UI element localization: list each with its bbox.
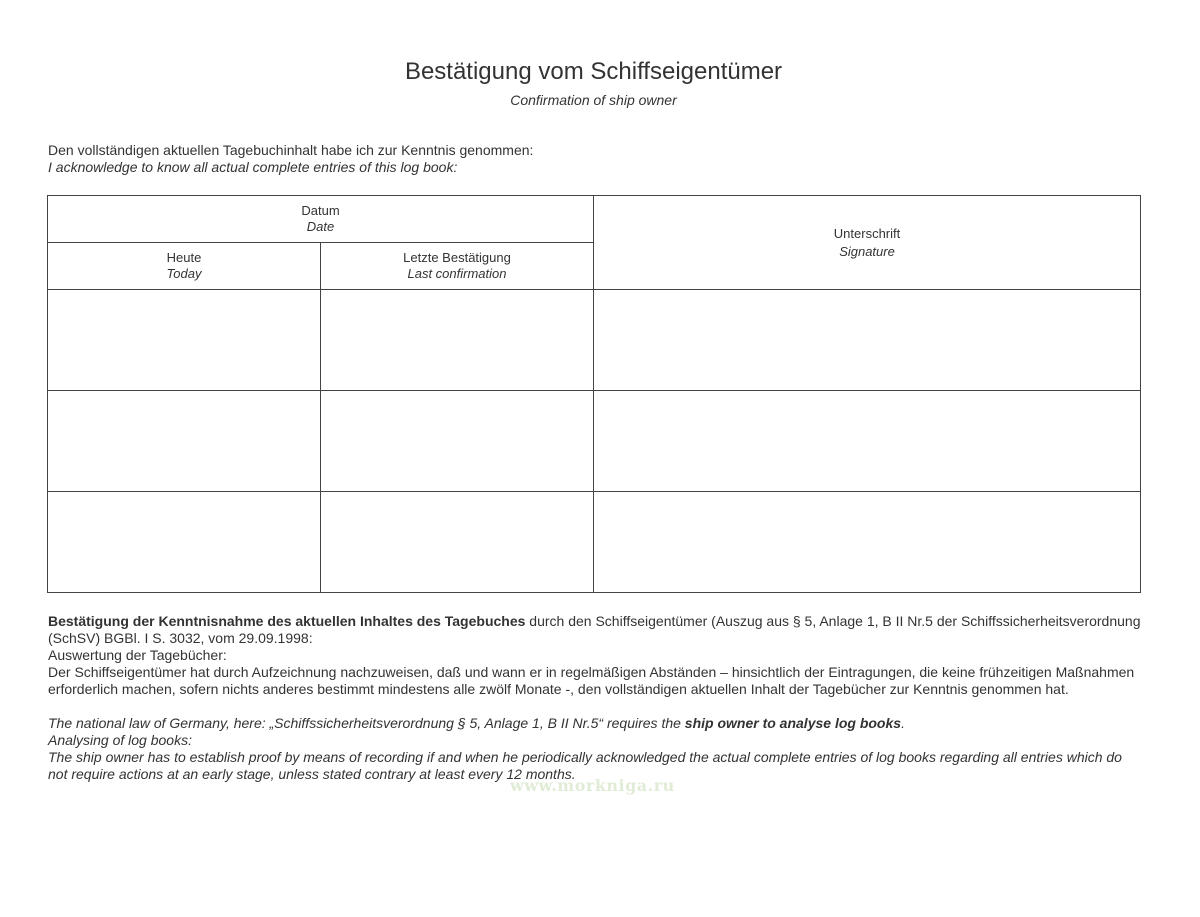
today-cell[interactable]: [48, 290, 321, 391]
german-note-bold: Bestätigung der Kenntnisnahme des aktuellen Inhaltes des Tagebuches: [48, 613, 526, 629]
last-confirmation-cell[interactable]: [321, 492, 594, 593]
last-confirmation-cell[interactable]: [321, 391, 594, 492]
intro-text: [48, 142, 533, 176]
page-subtitle: Confirmation of ship owner: [510, 92, 677, 108]
confirmation-table: [47, 195, 1141, 593]
date-header: [48, 196, 594, 243]
english-note-heading: Analysing of log books:: [48, 732, 192, 748]
today-label-en: Today: [166, 266, 202, 281]
watermark: www.morkniga.ru: [510, 776, 675, 795]
intro-english: I acknowledge to know all actual complete entries of this log book:: [48, 159, 458, 175]
german-note-heading: Auswertung der Tagebücher:: [48, 647, 227, 663]
english-note-post: .: [901, 715, 905, 731]
today-label-de: Heute: [166, 250, 202, 265]
english-note-intro: [48, 715, 1143, 732]
intro-german: Den vollständigen aktuellen Tagebuchinhalt habe ich zur Kenntnis genommen:: [48, 142, 534, 158]
table-header-row: [48, 196, 1141, 243]
table-row: [48, 391, 1141, 492]
table-row: [48, 290, 1141, 391]
english-note-pre: The national law of Germany, here: „Schiffssicherheitsverordnung § 5, Anlage 1, B II Nr.5“ requires the: [48, 715, 685, 731]
today-cell[interactable]: [48, 492, 321, 593]
legal-notes: [48, 613, 1143, 783]
last-confirmation-header: [321, 243, 594, 290]
german-note-rest: durch den Schiffseigentümer (Auszug aus § 5, Anlage 1, B II Nr.5 der Schiffssicherheitsverordnung (SchSV) BGBl. I S. 3032, vom 29.09.1998:: [48, 613, 1141, 646]
last-confirmation-label-en: Last confirmation: [407, 266, 507, 281]
german-note-intro: [48, 613, 1143, 647]
english-note-bold: ship owner to analyse log books: [684, 715, 902, 731]
today-cell[interactable]: [48, 391, 321, 492]
date-label-de: Datum: [301, 203, 340, 218]
german-note-body: Der Schiffseigentümer hat durch Aufzeichnung nachzuweisen, daß und wann er in regelmäßigen Abständen – hinsichtlich der Eintragungen, die keine frühzeitigen Maßnahmen erforderlich machen, sofern nichts anderes bestimmt mindestens alle zwölf Monate -, den vollständigen aktuellen Inhalt der Tagebücher zur Kenntnis genommen hat.: [48, 664, 1135, 697]
signature-cell[interactable]: [594, 391, 1141, 492]
table-row: [48, 492, 1141, 593]
last-confirmation-label-de: Letzte Bestätigung: [403, 250, 511, 265]
last-confirmation-cell[interactable]: [321, 290, 594, 391]
signature-label-en: Signature: [839, 243, 895, 259]
signature-header: [594, 196, 1141, 290]
page-title: Bestätigung vom Schiffseigentümer: [404, 58, 783, 85]
date-label-en: Date: [306, 219, 335, 234]
english-note-body: The ship owner has to establish proof by means of recording if and when he periodically acknowledged the actual complete entries of log books regarding all entries which do not require actions at an early stage, unless stated contrary at least every 12 months.: [48, 749, 1122, 782]
signature-cell[interactable]: [594, 290, 1141, 391]
signature-label-de: Unterschrift: [833, 225, 901, 241]
signature-cell[interactable]: [594, 492, 1141, 593]
today-header: [48, 243, 321, 290]
